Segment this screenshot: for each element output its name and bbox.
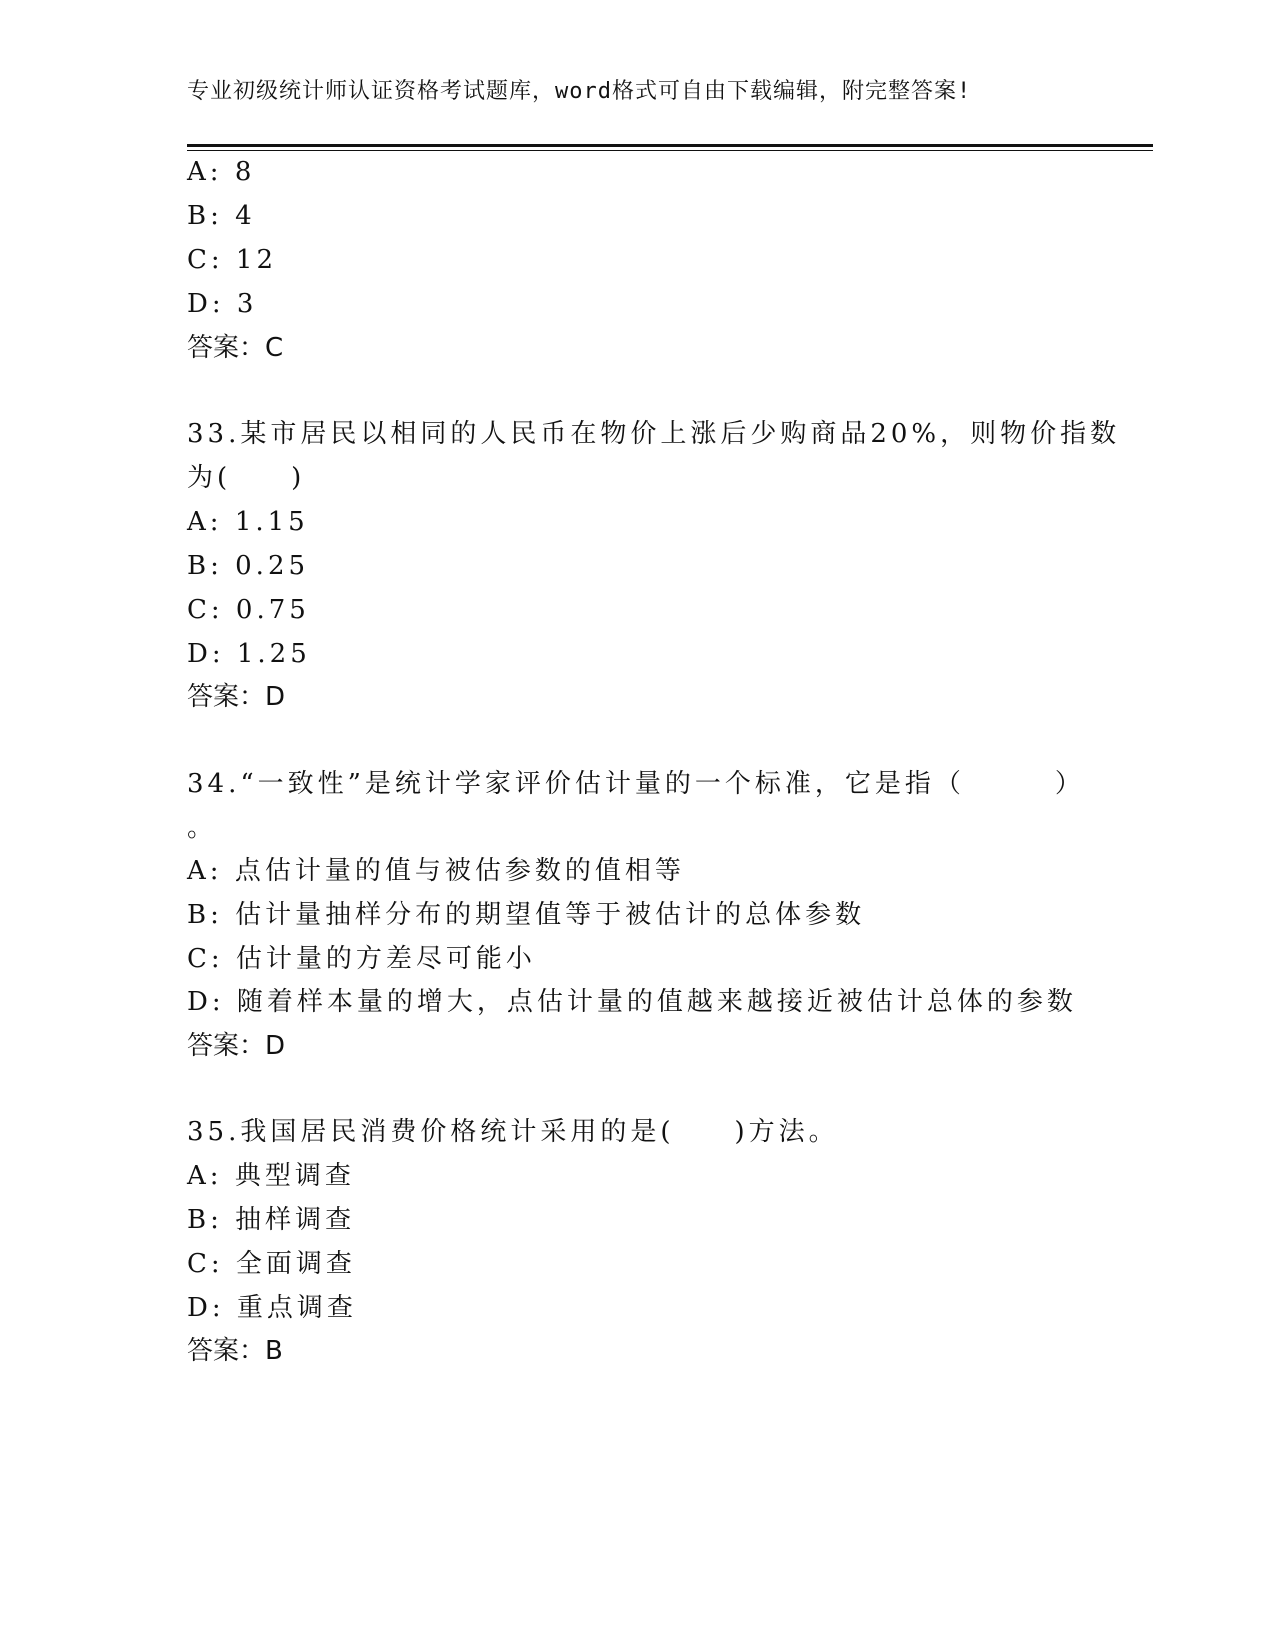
option-text: 点估计量的值与被估参数的值相等 — [234, 856, 685, 886]
q34-option-d — [187, 986, 1077, 1018]
option-label: C: — [187, 595, 224, 625]
option-text: 估计量抽样分布的期望值等于被估计的总体参数 — [235, 900, 866, 930]
q33-stem-line2: 为( ) — [187, 463, 306, 493]
option-label: D: — [187, 639, 225, 669]
q33-stem-line1: 33.某市居民以相同的人民币在物价上涨后少购商品20%，则物价指数 — [187, 419, 1121, 449]
option-text: 8 — [234, 157, 256, 187]
option-text: 0.25 — [235, 551, 310, 581]
q34-option-a — [187, 855, 685, 887]
option-label: A: — [187, 856, 223, 886]
prev-option-d — [187, 288, 257, 320]
option-label: D: — [187, 987, 225, 1017]
option-label: B: — [187, 201, 223, 231]
option-label: D: — [187, 289, 225, 319]
option-label: C: — [187, 245, 224, 275]
option-label: D: — [187, 1293, 225, 1323]
q33-option-a — [187, 506, 309, 538]
option-text: 4 — [235, 201, 256, 231]
option-text: 随着样本量的增大，点估计量的值越来越接近被估计总体的参数 — [236, 987, 1077, 1017]
option-label: A: — [187, 507, 223, 537]
q33-option-c — [187, 594, 310, 626]
option-text: 全面调查 — [235, 1249, 356, 1279]
q33-option-d — [187, 638, 311, 670]
q35-option-c — [187, 1248, 356, 1280]
option-text: 12 — [235, 245, 278, 275]
prev-option-a — [187, 156, 255, 188]
q35-option-b — [187, 1204, 355, 1236]
q33-option-b — [187, 550, 309, 582]
q35-option-d — [187, 1292, 357, 1324]
prev-option-c — [187, 244, 277, 276]
q33-answer: 答案：D — [187, 682, 286, 712]
option-text: 重点调查 — [236, 1293, 357, 1323]
option-text: 抽样调查 — [235, 1205, 356, 1235]
page-header: 专业初级统计师认证资格考试题库，word格式可自由下载编辑，附完整答案! — [187, 79, 972, 104]
option-label: C: — [187, 944, 224, 974]
option-label: C: — [187, 1249, 224, 1279]
option-label: A: — [187, 157, 223, 187]
q34-answer: 答案：D — [187, 1031, 286, 1061]
option-text: 典型调查 — [234, 1161, 355, 1191]
option-text: 1.25 — [236, 639, 311, 669]
option-label: A: — [187, 1161, 223, 1191]
option-text: 0.75 — [235, 595, 310, 625]
q35-answer: 答案：B — [187, 1336, 283, 1366]
q34-option-b — [187, 899, 865, 931]
option-label: B: — [187, 551, 223, 581]
option-text: 3 — [236, 289, 258, 319]
option-text: 估计量的方差尽可能小 — [235, 944, 536, 974]
q34-stem-line1: 34.“一致性”是统计学家评价估计量的一个标准，它是指（ ） — [187, 769, 1085, 799]
prev-option-b — [187, 200, 256, 232]
option-text: 1.15 — [234, 507, 309, 537]
q34-stem-line2: 。 — [187, 813, 218, 843]
header-rule-thick — [187, 144, 1153, 147]
option-label: B: — [187, 900, 223, 930]
q34-option-c — [187, 943, 536, 975]
header-rule-thin — [187, 150, 1153, 151]
q35-stem-line1: 35.我国居民消费价格统计采用的是( )方法。 — [187, 1117, 839, 1147]
prev-answer: 答案：C — [187, 333, 284, 363]
option-label: B: — [187, 1205, 223, 1235]
q35-option-a — [187, 1160, 355, 1192]
